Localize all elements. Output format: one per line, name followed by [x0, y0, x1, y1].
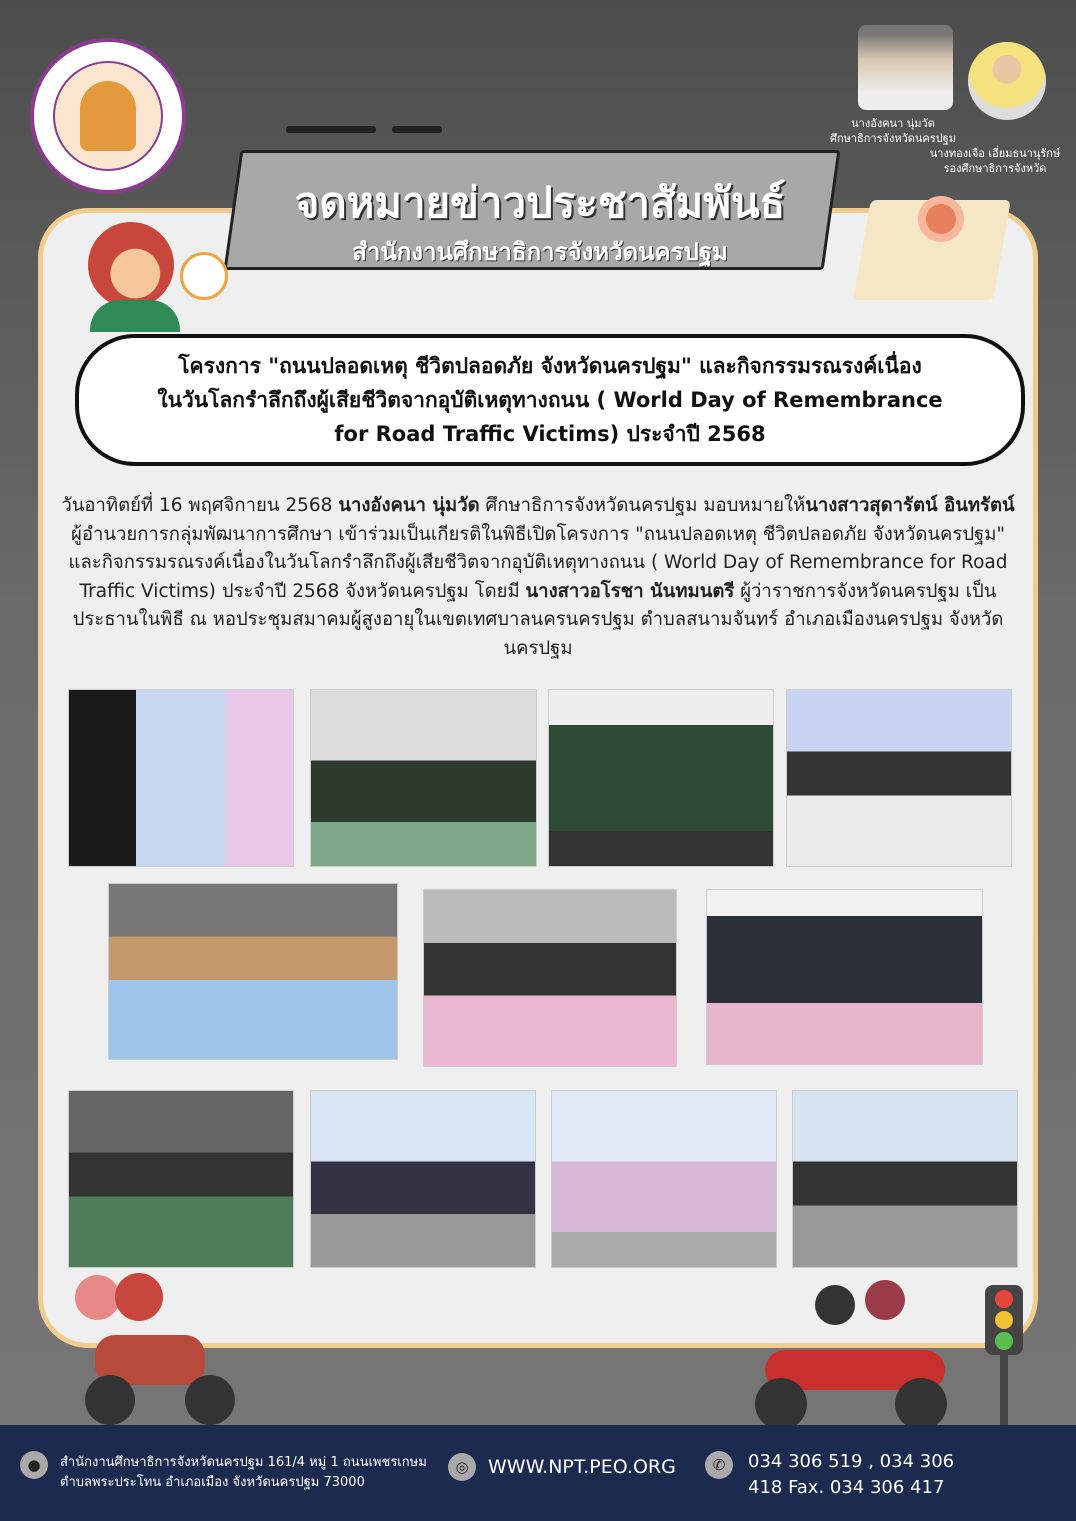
- event-photo: [68, 689, 294, 867]
- address-line: สำนักงานศึกษาธิการจังหวัดนครปฐม 161/4 หมู่ 1 ถนนเพชรเกษม: [60, 1455, 427, 1470]
- event-photo: [548, 689, 774, 867]
- phone-icon: ✆: [705, 1451, 733, 1479]
- event-photo: [706, 889, 983, 1065]
- director-name: นางอังคนา นุ่มวัด: [851, 117, 935, 130]
- deputy-caption: [920, 146, 1070, 176]
- body-text: ผู้ว่าราชการจังหวัดนครปฐม เป็นประธานในพิธี ณ หอประชุมสมาคมผู้สูงอายุในเขตเทศบาลนครนครปฐม ตำบลสนามจันทร์ อำเภอเมืองนครปฐม จังหวัดนครปฐม: [72, 580, 1004, 659]
- fax-number: 418 Fax. 034 306 417: [748, 1477, 945, 1498]
- traffic-light-pole: [1000, 1355, 1008, 1425]
- news-body: [55, 492, 1021, 663]
- person-icon: ●: [20, 1451, 48, 1479]
- photo-deputy-director: [968, 42, 1046, 120]
- event-photo: [68, 1090, 294, 1268]
- body-text: ผู้อำนวยการกลุ่มพัฒนาการศึกษา เข้าร่วมเป็นเกียรติในพิธีเปิดโครงการ "ถนนปลอดเหตุ ชีวิตปลอดภัย จังหวัดนครปฐม" และกิจกรรมรณรงค์เนื่องในวันโลกรำลึกถึงผู้เสียชีวิตจากอุบัติเหตุทางถนน ( World Day of Remembrance for Road Traffic Victims) ประจำปี 2568 จังหวัดนครปฐม โดยมี: [68, 523, 1008, 602]
- body-bold-name: นางอังคนา นุ่มวัด: [338, 495, 480, 516]
- photo-director: [858, 25, 953, 110]
- globe-icon: ◎: [448, 1453, 476, 1481]
- director-position: ศึกษาธิการจังหวัดนครปฐม: [829, 132, 956, 145]
- event-photo: [792, 1090, 1018, 1268]
- deputy-position: รองศึกษาธิการจังหวัด: [943, 162, 1047, 175]
- deputy-name: นางทองเจือ เอี่ยมธนานุรักษ์: [929, 147, 1061, 160]
- website-link[interactable]: WWW.NPT.PEO.ORG: [488, 1456, 676, 1478]
- headline-box: [75, 334, 1025, 466]
- office-logo: [30, 38, 186, 194]
- character-body: [90, 300, 180, 332]
- body-text: ศึกษาธิการจังหวัดนครปฐม มอบหมายให้: [479, 495, 806, 516]
- scooter-riders-illustration: [755, 1280, 955, 1430]
- speech-bubble-icon: [180, 252, 228, 300]
- phone-numbers: 034 306 519 , 034 306: [748, 1451, 955, 1472]
- event-photo: [423, 889, 677, 1067]
- headline-line: ในวันโลกรำลึกถึงผู้เสียชีวิตจากอุบัติเหตุทางถนน ( World Day of Remembrance: [157, 388, 943, 412]
- headline-line: for Road Traffic Victims) ประจำปี 2568: [334, 422, 766, 446]
- divider: [286, 126, 376, 133]
- event-photo: [310, 1090, 536, 1268]
- traffic-light-icon: [985, 1285, 1023, 1355]
- body-bold-name: นางสาวสุดารัตน์ อินทรัตน์: [805, 495, 1015, 516]
- seal-emblem-icon: [80, 81, 136, 151]
- newsletter-subtitle: สำนักงานศึกษาธิการจังหวัดนครปฐม: [352, 238, 728, 266]
- event-photo: [786, 689, 1012, 867]
- body-text: วันอาทิตย์ที่ 16 พฤศจิกายน 2568: [61, 495, 339, 516]
- location-pin-icon: [918, 196, 964, 242]
- address-line: ตำบลพระประโทน อำเภอเมือง จังหวัดนครปฐม 73000: [60, 1475, 365, 1490]
- headline-line: โครงการ "ถนนปลอดเหตุ ชีวิตปลอดภัย จังหวัดนครปฐม" และกิจกรรมรณรงค์เนื่อง: [178, 354, 922, 378]
- footer: [0, 1425, 1076, 1521]
- event-photo: [551, 1090, 777, 1268]
- event-photo: [108, 883, 398, 1060]
- helmet-character-icon: [88, 222, 174, 308]
- newsletter-title: จดหมายข่าวประชาสัมพันธ์: [294, 178, 786, 227]
- body-bold-name: นางสาวอโรชา นันทมนตรี: [525, 580, 735, 602]
- director-caption: [818, 116, 968, 146]
- divider: [392, 126, 442, 133]
- motorcycle-riders-illustration: [75, 1275, 235, 1435]
- event-photo: [310, 689, 537, 867]
